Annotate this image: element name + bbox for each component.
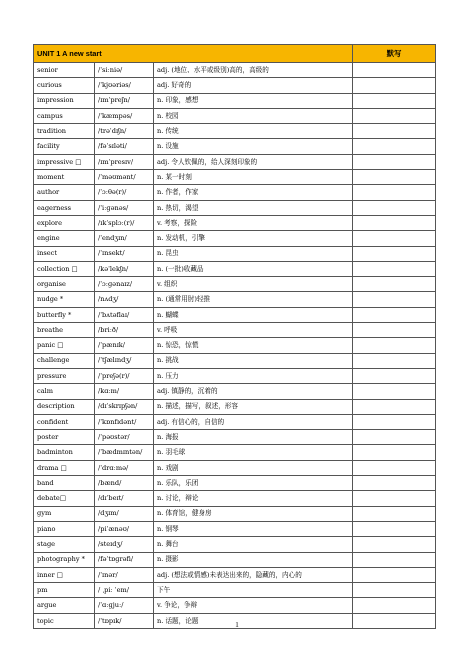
table-row (34, 261, 436, 276)
phonetic-cell: /ˈtɒpɪk/ (95, 613, 154, 628)
dictation-cell (353, 139, 436, 154)
table-row (34, 93, 436, 108)
dictation-cell (353, 154, 436, 169)
phonetic-cell: /ˈkjʊəriəs/ (95, 78, 154, 93)
table-row (34, 63, 436, 78)
table-row (34, 353, 436, 368)
word-cell: insect (34, 246, 95, 261)
word-cell: butterfly * (34, 307, 95, 322)
phonetic-cell: /piˈænəʊ/ (95, 521, 154, 536)
phonetic-cell: /dɪˈbeɪt/ (95, 491, 154, 506)
word-cell: challenge (34, 353, 95, 368)
phonetic-cell: /dɪˈskrɪpʃən/ (95, 399, 154, 414)
phonetic-cell: /ˈsiːniə/ (95, 63, 154, 78)
dictation-cell (353, 598, 436, 613)
meaning-cell: n. 发动机，引擎 (154, 231, 353, 246)
table-row (34, 476, 436, 491)
word-cell: impression (34, 93, 95, 108)
phonetic-cell: /ˈdrɑːmə/ (95, 460, 154, 475)
table-row (34, 185, 436, 200)
meaning-cell: n. 昆虫 (154, 246, 353, 261)
word-cell: pressure (34, 368, 95, 383)
phonetic-cell: /ˈpreʃə(r)/ (95, 368, 154, 383)
dictation-cell (353, 506, 436, 521)
meaning-cell: n. (一批)收藏品 (154, 261, 353, 276)
dictation-cell (353, 108, 436, 123)
meaning-cell: adj. (地位、水平或级别)高的，高级的 (154, 63, 353, 78)
word-cell: panic □ (34, 338, 95, 353)
meaning-cell: n. 钢琴 (154, 521, 353, 536)
word-cell: photography * (34, 552, 95, 567)
meaning-cell: n. 设施 (154, 139, 353, 154)
meaning-cell: v. 呼吸 (154, 323, 353, 338)
table-row (34, 583, 436, 598)
table-row (34, 521, 436, 536)
table-row (34, 506, 436, 521)
meaning-cell: n. (通常用肘)轻推 (154, 292, 353, 307)
word-cell: moment (34, 170, 95, 185)
word-cell: pm (34, 583, 95, 598)
table-row (34, 567, 436, 582)
dictation-cell (353, 368, 436, 383)
meaning-cell: n. 热切，渴望 (154, 200, 353, 215)
table-header-row (34, 45, 436, 63)
table-row (34, 170, 436, 185)
dictation-cell (353, 78, 436, 93)
dictation-cell (353, 277, 436, 292)
table-row (34, 108, 436, 123)
table-row (34, 430, 436, 445)
word-cell: tradition (34, 124, 95, 139)
table-row (34, 323, 436, 338)
phonetic-cell: /trəˈdɪʃn/ (95, 124, 154, 139)
phonetic-cell: /ˈməʊmənt/ (95, 170, 154, 185)
phonetic-cell: /ɪmˈpreʃn/ (95, 93, 154, 108)
meaning-cell: n. 描述，描写，叙述，形容 (154, 399, 353, 414)
table-row (34, 368, 436, 383)
word-cell: curious (34, 78, 95, 93)
phonetic-cell: /ˈɔːθə(r)/ (95, 185, 154, 200)
meaning-cell: n. 传统 (154, 124, 353, 139)
word-cell: argue (34, 598, 95, 613)
table-row (34, 491, 436, 506)
vocabulary-table (33, 44, 436, 629)
meaning-cell: n. 乐队，乐团 (154, 476, 353, 491)
table-row (34, 139, 436, 154)
dictation-cell (353, 215, 436, 230)
meaning-cell: n. 某一时刻 (154, 170, 353, 185)
dictation-cell (353, 552, 436, 567)
phonetic-cell: /briːð/ (95, 323, 154, 338)
dictation-cell (353, 414, 436, 429)
meaning-cell: n. 讨论，辩论 (154, 491, 353, 506)
phonetic-cell: /ˈɪnsekt/ (95, 246, 154, 261)
phonetic-cell: /ˈkæmpəs/ (95, 108, 154, 123)
word-cell: senior (34, 63, 95, 78)
word-cell: description (34, 399, 95, 414)
unit-title: UNIT 1 A new start (34, 45, 353, 63)
meaning-cell: n. 作者，作家 (154, 185, 353, 200)
meaning-cell: adj. 镇静的，沉着的 (154, 384, 353, 399)
meaning-cell: n. 压力 (154, 368, 353, 383)
table-row (34, 200, 436, 215)
word-cell: gym (34, 506, 95, 521)
meaning-cell: adj. (想法或情感)未表达出来的，隐藏的，内心的 (154, 567, 353, 582)
word-cell: engine (34, 231, 95, 246)
meaning-cell: n. 挑战 (154, 353, 353, 368)
dictation-cell (353, 200, 436, 215)
word-cell: campus (34, 108, 95, 123)
dictation-cell (353, 445, 436, 460)
table-row (34, 78, 436, 93)
table-row (34, 598, 436, 613)
table-row (34, 292, 436, 307)
meaning-cell: v. 争论，争辩 (154, 598, 353, 613)
table-row (34, 307, 436, 322)
dictation-cell (353, 537, 436, 552)
word-cell: drama □ (34, 460, 95, 475)
dictation-cell (353, 93, 436, 108)
meaning-cell: n. 舞台 (154, 537, 353, 552)
word-cell: piano (34, 521, 95, 536)
word-cell: confident (34, 414, 95, 429)
meaning-cell: n. 体育馆，健身房 (154, 506, 353, 521)
dictation-cell (353, 353, 436, 368)
word-cell: poster (34, 430, 95, 445)
meaning-cell: 下午 (154, 583, 353, 598)
dictation-cell (353, 124, 436, 139)
word-cell: explore (34, 215, 95, 230)
table-row (34, 552, 436, 567)
dictation-cell (353, 63, 436, 78)
dictation-cell (353, 307, 436, 322)
phonetic-cell: /kəˈlekʃn/ (95, 261, 154, 276)
table-row (34, 277, 436, 292)
phonetic-cell: /ˈɪnər/ (95, 567, 154, 582)
phonetic-cell: /ˈbædmɪntən/ (95, 445, 154, 460)
word-cell: collection □ (34, 261, 95, 276)
table-row (34, 215, 436, 230)
dictation-cell (353, 491, 436, 506)
phonetic-cell: /ˈtʃælɪndʒ/ (95, 353, 154, 368)
phonetic-cell: /ˈiːɡənəs/ (95, 200, 154, 215)
phonetic-cell: /ˈkɒnfɪdənt/ (95, 414, 154, 429)
table-row (34, 246, 436, 261)
phonetic-cell: /ˈendʒɪn/ (95, 231, 154, 246)
table-row (34, 460, 436, 475)
phonetic-cell: /ˈɔːɡənaɪz/ (95, 277, 154, 292)
word-cell: inner □ (34, 567, 95, 582)
table-row (34, 445, 436, 460)
word-cell: impressive □ (34, 154, 95, 169)
phonetic-cell: /fəˈsɪləti/ (95, 139, 154, 154)
page-number: 1 (235, 621, 239, 629)
meaning-cell: adj. 有信心的，自信的 (154, 414, 353, 429)
phonetic-cell: /ˈpəʊstər/ (95, 430, 154, 445)
word-cell: author (34, 185, 95, 200)
phonetic-cell: /dʒɪm/ (95, 506, 154, 521)
meaning-cell: n. 惊恐，惊慌 (154, 338, 353, 353)
table-row (34, 414, 436, 429)
word-cell: calm (34, 384, 95, 399)
phonetic-cell: /ˈpænɪk/ (95, 338, 154, 353)
phonetic-cell: /ˈbʌtəflaɪ/ (95, 307, 154, 322)
dictation-cell (353, 583, 436, 598)
word-cell: nudge * (34, 292, 95, 307)
dictation-cell (353, 521, 436, 536)
word-cell: organise (34, 277, 95, 292)
word-cell: stage (34, 537, 95, 552)
dictation-cell (353, 430, 436, 445)
table-row (34, 384, 436, 399)
dictation-cell (353, 185, 436, 200)
phonetic-cell: /fəˈtɒɡrəfi/ (95, 552, 154, 567)
meaning-cell: n. 摄影 (154, 552, 353, 567)
phonetic-cell: /ɪkˈsplɔː(r)/ (95, 215, 154, 230)
dictation-header: 默写 (353, 45, 436, 63)
meaning-cell: v. 考察，探险 (154, 215, 353, 230)
phonetic-cell: /ɪmˈpresɪv/ (95, 154, 154, 169)
meaning-cell: adj. 令人钦佩的，给人深刻印象的 (154, 154, 353, 169)
table-row (34, 154, 436, 169)
dictation-cell (353, 384, 436, 399)
meaning-cell: n. 话题，论题 (154, 613, 353, 628)
dictation-cell (353, 338, 436, 353)
dictation-cell (353, 323, 436, 338)
meaning-cell: n. 蝴蝶 (154, 307, 353, 322)
dictation-cell (353, 567, 436, 582)
phonetic-cell: /bænd/ (95, 476, 154, 491)
phonetic-cell: /nʌdʒ/ (95, 292, 154, 307)
meaning-cell: adj. 好奇的 (154, 78, 353, 93)
dictation-cell (353, 170, 436, 185)
word-cell: breathe (34, 323, 95, 338)
meaning-cell: v. 组织 (154, 277, 353, 292)
word-cell: debate□ (34, 491, 95, 506)
phonetic-cell: /kɑːm/ (95, 384, 154, 399)
table-row (34, 399, 436, 414)
table-row (34, 124, 436, 139)
word-cell: band (34, 476, 95, 491)
dictation-cell (353, 399, 436, 414)
dictation-cell (353, 476, 436, 491)
meaning-cell: n. 海报 (154, 430, 353, 445)
word-cell: topic (34, 613, 95, 628)
table-row (34, 338, 436, 353)
word-cell: facility (34, 139, 95, 154)
word-cell: badminton (34, 445, 95, 460)
dictation-cell (353, 246, 436, 261)
dictation-cell (353, 261, 436, 276)
meaning-cell: n. 校园 (154, 108, 353, 123)
meaning-cell: n. 印象，感想 (154, 93, 353, 108)
word-cell: eagerness (34, 200, 95, 215)
table-row (34, 231, 436, 246)
dictation-cell (353, 231, 436, 246)
dictation-cell (353, 292, 436, 307)
phonetic-cell: /ˈɑːɡjuː/ (95, 598, 154, 613)
phonetic-cell: /steɪdʒ/ (95, 537, 154, 552)
dictation-cell (353, 460, 436, 475)
meaning-cell: n. 羽毛球 (154, 445, 353, 460)
table-row (34, 537, 436, 552)
meaning-cell: n. 戏剧 (154, 460, 353, 475)
phonetic-cell: / ˌpiː ˈem/ (95, 583, 154, 598)
